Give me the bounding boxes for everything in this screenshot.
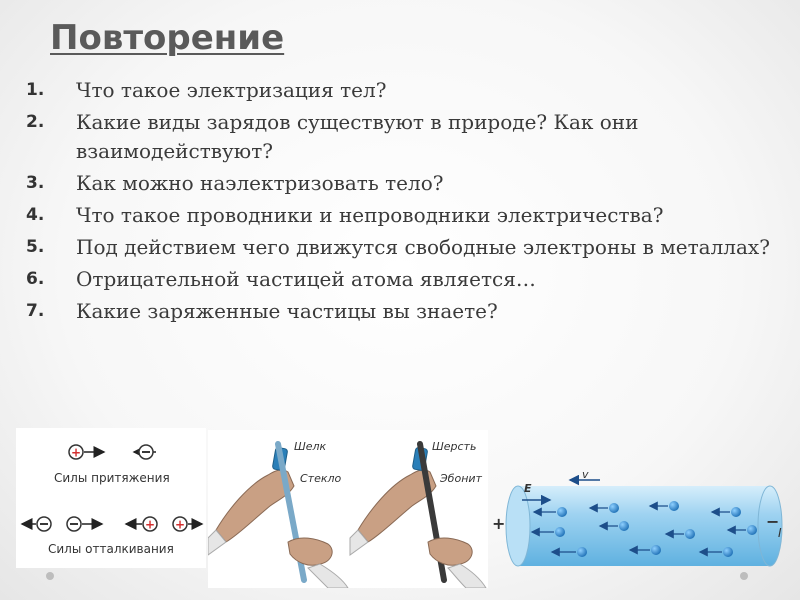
rubbing-panel	[208, 430, 488, 588]
question-item	[20, 297, 780, 326]
question-item	[20, 265, 780, 294]
question-text: Какие виды зарядов существуют в природе? Как они взаимодействуют?	[76, 110, 639, 163]
positive-charge-icon	[173, 517, 187, 532]
svg-text:+: +	[174, 517, 186, 532]
decorative-dot	[46, 572, 54, 580]
question-number: 7.	[26, 301, 45, 321]
question-text: Что такое проводники и непроводники электричества?	[76, 203, 664, 227]
glass-label: Стекло	[300, 472, 342, 485]
question-number: 6.	[26, 269, 45, 289]
positive-charge-icon	[69, 445, 83, 460]
question-number: 4.	[26, 205, 45, 225]
plus-terminal-label: +	[492, 514, 506, 533]
question-list	[20, 76, 780, 329]
conductor-diagram	[490, 468, 790, 586]
question-item	[20, 201, 780, 230]
repulsion-label: Силы отталкивания	[48, 542, 174, 556]
question-number: 3.	[26, 173, 45, 193]
silk-label: Шелк	[294, 440, 327, 453]
field-label: E	[524, 482, 532, 495]
question-text: Отрицательной частицей атома является…	[76, 267, 536, 291]
positive-charge-icon	[143, 517, 157, 532]
negative-charge-icon	[37, 517, 51, 531]
ebonite-label: Эбонит	[440, 472, 482, 485]
sleeve-icon	[448, 564, 486, 588]
question-text: Что такое электризация тел?	[76, 78, 387, 102]
question-item	[20, 233, 780, 262]
glass-rod-scene	[208, 444, 348, 588]
wool-label: Шерсть	[432, 440, 477, 453]
sleeve-icon	[308, 564, 348, 588]
velocity-label: v	[582, 468, 589, 481]
hand-icon	[288, 538, 332, 565]
question-text: Как можно наэлектризовать тело?	[76, 171, 444, 195]
negative-charge-icon	[67, 517, 81, 531]
question-item	[20, 76, 780, 105]
question-text: Под действием чего движутся свободные электроны в металлах?	[76, 235, 770, 259]
attraction-label: Силы притяжения	[54, 471, 170, 485]
ebonite-rod-scene	[350, 444, 486, 588]
charge-forces-panel	[16, 428, 206, 568]
hand-icon	[428, 538, 472, 565]
svg-text:+: +	[70, 445, 82, 460]
question-number: 5.	[26, 237, 45, 257]
conductor-panel	[490, 468, 790, 586]
current-label: I	[778, 526, 782, 540]
rubbing-illustration	[208, 430, 488, 588]
slide-title: Повторение	[50, 18, 285, 58]
decorative-dot	[740, 572, 748, 580]
negative-charge-icon	[139, 445, 153, 459]
svg-text:+: +	[144, 517, 156, 532]
minus-terminal-label: −	[766, 512, 780, 531]
question-text: Какие заряженные частицы вы знаете?	[76, 299, 498, 323]
conductor-cylinder	[506, 486, 782, 566]
question-number: 2.	[26, 112, 45, 132]
question-item	[20, 108, 780, 166]
question-number: 1.	[26, 80, 45, 100]
question-item	[20, 169, 780, 198]
